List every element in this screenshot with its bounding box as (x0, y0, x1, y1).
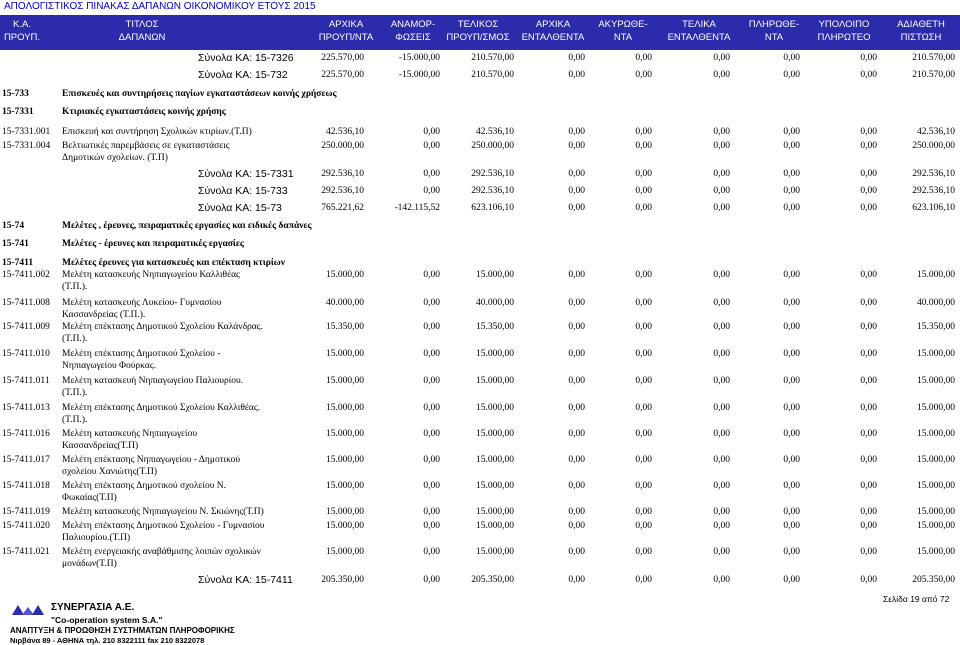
amount-cell: 0,00 (423, 141, 440, 151)
subtotal-amount: 0,00 (713, 53, 730, 63)
subtotal-label: Σύνολα ΚΑ: 15-733 (198, 185, 288, 197)
item-code: 15-7411.010 (2, 349, 50, 359)
amount-cell: 15.000,00 (476, 507, 514, 517)
amount-cell: 0,00 (783, 141, 800, 151)
amount-cell: 0,00 (783, 507, 800, 517)
amount-cell: 0,00 (713, 403, 730, 413)
amount-cell: 0,00 (635, 429, 652, 439)
column-header-line: ΥΠΟΛΟΙΠΟ (818, 19, 870, 30)
item-code: 15-7411.017 (2, 455, 50, 465)
subtotal-amount: 0,00 (568, 70, 585, 80)
group-code: 15-733 (2, 89, 29, 99)
amount-cell: 0,00 (713, 349, 730, 359)
item-title-line: σχολείου Χανιώτης(Τ.Π) (62, 467, 158, 477)
item-title-line: Μελέτη επέκτασης Δημοτικού Σχολείου - (62, 349, 221, 359)
amount-cell: 0,00 (423, 403, 440, 413)
subtotal-amount: -15.000,00 (398, 53, 440, 63)
item-title-line: (Τ.Π.). (62, 282, 88, 292)
amount-cell: 0,00 (423, 349, 440, 359)
amount-cell: 0,00 (713, 376, 730, 386)
amount-cell: 0,00 (713, 270, 730, 280)
column-header (592, 18, 654, 44)
item-code: 15-7331.001 (2, 127, 51, 137)
item-code: 15-7411.013 (2, 403, 50, 413)
item-title-line: Φωκαίας(Τ.Π) (62, 493, 117, 503)
column-header (518, 18, 588, 44)
amount-cell: 15.000,00 (476, 547, 514, 557)
subtotal-amount: 205.350,00 (471, 575, 514, 585)
amount-cell: 0,00 (783, 403, 800, 413)
item-code: 15-7411.002 (2, 270, 50, 280)
amount-cell: 15.000,00 (917, 403, 955, 413)
subtotal-amount: 292.536,10 (912, 186, 955, 196)
amount-cell: 0,00 (860, 507, 877, 517)
column-header-line: ΦΩΣΕΙΣ (395, 32, 431, 43)
subtotal-label: Σύνολα ΚΑ: 15-7326 (198, 52, 294, 64)
amount-cell: 0,00 (568, 455, 585, 465)
subtotal-amount: -15.000,00 (398, 70, 440, 80)
amount-cell: 0,00 (568, 547, 585, 557)
column-header (438, 18, 518, 44)
amount-cell: 15.000,00 (326, 521, 364, 531)
item-title-line: Δημοτικών σχολείων. (Τ.Π) (62, 153, 168, 163)
item-title-line: Βελτιωτικές παρεμβάσεις σε εγκαταστάσεις (62, 141, 230, 151)
group-code: 15-74 (2, 221, 25, 231)
subtotal-amount: 292.536,10 (321, 169, 364, 179)
amount-cell: 15.000,00 (326, 481, 364, 491)
subtotal-amount: 0,00 (423, 169, 440, 179)
amount-cell: 15.000,00 (326, 429, 364, 439)
group-title: Μελέτες , έρευνες, πειραματικές εργασίες και ειδικές δαπάνες (62, 221, 312, 231)
column-header (740, 18, 808, 44)
subtotal-amount: 0,00 (568, 53, 585, 63)
amount-cell: 40.000,00 (476, 298, 514, 308)
group-title: Επισκευές και συντηρήσεις παγίων εγκαταστάσεων κοινής χρήσεως (62, 89, 337, 99)
subtotal-amount: 210.570,00 (912, 70, 955, 80)
amount-cell: 0,00 (568, 429, 585, 439)
amount-cell: 0,00 (635, 270, 652, 280)
amount-cell: 0,00 (635, 507, 652, 517)
footer-tagline: ΑΝΑΠΤΥΞΗ & ΠΡΟΩΘΗΣΗ ΣΥΣΤΗΜΑΤΩΝ ΠΛΗΡΟΦΟΡΙΚΗΣ (10, 626, 235, 635)
subtotal-amount: 0,00 (860, 53, 877, 63)
table-header (0, 15, 960, 50)
amount-cell: 0,00 (860, 547, 877, 557)
amount-cell: 0,00 (635, 455, 652, 465)
amount-cell: 42.536,10 (917, 127, 955, 137)
amount-cell: 15.000,00 (326, 455, 364, 465)
footer-company-en: "Co-operation system S.A." (51, 615, 163, 625)
column-header-line: ΕΝΤΑΛΘΕΝΤΑ (667, 32, 731, 43)
amount-cell: 15.000,00 (326, 376, 364, 386)
subtotal-amount: 0,00 (423, 575, 440, 585)
item-title-line: (Τ.Π.). (62, 388, 88, 398)
amount-cell: 0,00 (635, 141, 652, 151)
item-title-line: Μελέτη κατασκευή Νηπιαγωγείου Παλιουρίου. (62, 376, 244, 386)
amount-cell: 15.000,00 (476, 270, 514, 280)
amount-cell: 40.000,00 (917, 298, 955, 308)
amount-cell: 15.000,00 (326, 349, 364, 359)
amount-cell: 15.000,00 (476, 403, 514, 413)
amount-cell: 0,00 (423, 376, 440, 386)
page-number: Σελίδα 19 από 72 (883, 594, 950, 604)
item-title-line: (Τ.Π.). (62, 334, 88, 344)
company-logo (10, 603, 48, 617)
amount-cell: 0,00 (860, 455, 877, 465)
item-code: 15-7411.016 (2, 429, 50, 439)
subtotal-amount: 0,00 (713, 203, 730, 213)
amount-cell: 0,00 (423, 455, 440, 465)
amount-cell: 250.000,00 (912, 141, 955, 151)
subtotal-amount: 0,00 (635, 203, 652, 213)
amount-cell: 40.000,00 (326, 298, 364, 308)
subtotal-amount: 0,00 (423, 186, 440, 196)
amount-cell: 0,00 (783, 270, 800, 280)
amount-cell: 0,00 (783, 376, 800, 386)
footer-address: Νιρβάνα 89 - ΑΘΗΝΑ τηλ. 210 8322111 fax 210 8322078 (10, 636, 205, 645)
amount-cell: 0,00 (568, 322, 585, 332)
item-code: 15-7411.009 (2, 322, 50, 332)
amount-cell: 0,00 (860, 403, 877, 413)
column-header (0, 18, 44, 44)
item-title-line: Μελέτη επέκτασης Δημοτικού σχολείου Ν. (62, 481, 227, 491)
subtotal-amount: 0,00 (635, 70, 652, 80)
amount-cell: 15.000,00 (326, 403, 364, 413)
column-header-line: ΝΤΑ (764, 32, 784, 43)
amount-cell: 15.000,00 (476, 521, 514, 531)
item-title-line: (Τ.Π.). (62, 415, 88, 425)
amount-cell: 0,00 (568, 376, 585, 386)
subtotal-label: Σύνολα ΚΑ: 15-7331 (198, 168, 294, 180)
amount-cell: 0,00 (860, 521, 877, 531)
column-header-line: ΔΑΠΑΝΩΝ (118, 32, 166, 43)
amount-cell: 15.000,00 (917, 349, 955, 359)
amount-cell: 0,00 (423, 298, 440, 308)
subtotal-amount: 0,00 (635, 169, 652, 179)
amount-cell: 0,00 (423, 547, 440, 557)
subtotal-amount: 0,00 (635, 53, 652, 63)
column-header-line: ΠΡΟΥΠ. (3, 32, 41, 43)
subtotal-amount: 210.570,00 (912, 53, 955, 63)
subtotal-amount: 0,00 (860, 186, 877, 196)
amount-cell: 0,00 (635, 127, 652, 137)
item-title-line: Μελέτη επέκτασης Δημοτικού Σχολείου Καλλιθέας. (62, 403, 261, 413)
amount-cell: 0,00 (713, 547, 730, 557)
column-header-line: ΠΡΟΥΠ/ΝΤΑ (318, 32, 374, 43)
subtotal-amount: 292.536,10 (912, 169, 955, 179)
amount-cell: 0,00 (635, 521, 652, 531)
column-header-line: ΠΙΣΤΩΣΗ (900, 32, 942, 43)
amount-cell: 0,00 (713, 521, 730, 531)
subtotal-amount: 292.536,10 (471, 169, 514, 179)
group-code: 15-7411 (2, 258, 34, 268)
column-header (658, 18, 740, 44)
column-header-line: ΠΛΗΡΩΘΕ- (748, 19, 800, 30)
column-header (882, 18, 960, 44)
amount-cell: 15.000,00 (476, 481, 514, 491)
subtotal-amount: 623.106,10 (471, 203, 514, 213)
footer-company: ΣΥΝΕΡΓΑΣΙΑ Α.Ε. (51, 602, 135, 613)
amount-cell: 15.000,00 (917, 455, 955, 465)
amount-cell: 0,00 (860, 349, 877, 359)
amount-cell: 15.350,00 (476, 322, 514, 332)
amount-cell: 0,00 (635, 298, 652, 308)
amount-cell: 0,00 (568, 521, 585, 531)
amount-cell: 0,00 (713, 507, 730, 517)
amount-cell: 42.536,10 (326, 127, 364, 137)
subtotal-amount: 0,00 (783, 186, 800, 196)
subtotal-amount: 292.536,10 (321, 186, 364, 196)
amount-cell: 250.000,00 (321, 141, 364, 151)
subtotal-amount: 210.570,00 (471, 70, 514, 80)
column-header-line: ΑΡΧΙΚΑ (328, 19, 364, 30)
subtotal-label: Σύνολα ΚΑ: 15-732 (198, 69, 288, 81)
amount-cell: 15.000,00 (917, 429, 955, 439)
amount-cell: 0,00 (568, 403, 585, 413)
amount-cell: 0,00 (568, 127, 585, 137)
document-title: ΑΠΟΛΟΓΙΣΤΙΚΟΣ ΠΙΝΑΚΑΣ ΔΑΠΑΝΩΝ ΟΙΚΟΝΟΜΙΚΟΥ ΕΤΟΥΣ 2015 (4, 1, 316, 12)
subtotal-amount: 0,00 (635, 186, 652, 196)
subtotal-amount: 0,00 (713, 186, 730, 196)
column-header-line: ΑΡΧΙΚΑ (535, 19, 571, 30)
subtotal-amount: 225.570,00 (321, 53, 364, 63)
subtotal-amount: 0,00 (783, 203, 800, 213)
amount-cell: 15.000,00 (917, 270, 955, 280)
amount-cell: 0,00 (423, 507, 440, 517)
item-title-line: Μελέτη κατασκευής Νηπιαγωγείου Καλλιθέας (62, 270, 240, 280)
amount-cell: 0,00 (423, 322, 440, 332)
item-title-line: μονάδων(Τ.Π) (62, 559, 117, 569)
amount-cell: 0,00 (860, 270, 877, 280)
item-title-line: Μελέτη επέκτασης Δημοτικού Σχολείου - Γυμνασίου (62, 521, 265, 531)
amount-cell: 0,00 (568, 270, 585, 280)
amount-cell: 15.350,00 (326, 322, 364, 332)
item-code: 15-7411.011 (2, 376, 50, 386)
group-title: Κτιριακές εγκαταστάσεις κοινής χρήσης (62, 107, 226, 117)
amount-cell: 0,00 (568, 507, 585, 517)
amount-cell: 0,00 (568, 298, 585, 308)
amount-cell: 0,00 (860, 376, 877, 386)
amount-cell: 0,00 (860, 127, 877, 137)
column-header-line: ΕΝΤΑΛΘΕΝΤΑ (521, 32, 585, 43)
item-title-line: Νηπιαγωγείου Φούρκας. (62, 361, 156, 371)
amount-cell: 0,00 (423, 429, 440, 439)
column-header-line: ΠΛΗΡΩΤΕΟ (817, 32, 871, 43)
item-title-line: Μελέτη επέκτασης Δημοτικού Σχολείου Καλάνδρας. (62, 322, 263, 332)
amount-cell: 15.000,00 (326, 547, 364, 557)
amount-cell: 0,00 (860, 429, 877, 439)
amount-cell: 0,00 (783, 429, 800, 439)
amount-cell: 15.000,00 (476, 349, 514, 359)
subtotal-amount: 0,00 (713, 575, 730, 585)
amount-cell: 0,00 (568, 141, 585, 151)
amount-cell: 0,00 (713, 429, 730, 439)
group-title: Μελέτες - έρευνες και πειραματικές εργασίες (62, 239, 244, 249)
item-code: 15-7331.004 (2, 141, 51, 151)
amount-cell: 0,00 (860, 481, 877, 491)
subtotal-amount: 0,00 (860, 203, 877, 213)
group-title: Μελέτες έρευνες για κατασκευές και επέκταση κτιρίων (62, 258, 285, 268)
amount-cell: 0,00 (783, 455, 800, 465)
subtotal-amount: 0,00 (635, 575, 652, 585)
amount-cell: 0,00 (423, 481, 440, 491)
column-header (304, 18, 388, 44)
amount-cell: 15.000,00 (917, 547, 955, 557)
subtotal-label: Σύνολα ΚΑ: 15-7411 (198, 574, 293, 586)
column-header (44, 18, 240, 44)
subtotal-amount: 0,00 (568, 169, 585, 179)
amount-cell: 0,00 (568, 349, 585, 359)
amount-cell: 15.000,00 (476, 376, 514, 386)
amount-cell: 15.350,00 (917, 322, 955, 332)
amount-cell: 0,00 (423, 521, 440, 531)
item-title-line: Μελέτη κατασκευής Λυκείου- Γυμνασίου (62, 298, 222, 308)
subtotal-amount: 623.106,10 (912, 203, 955, 213)
item-title-line: Κασσανδρείας (Τ.Π.). (62, 310, 146, 320)
subtotal-amount: 0,00 (783, 70, 800, 80)
amount-cell: 15.000,00 (917, 507, 955, 517)
subtotal-amount: 0,00 (783, 53, 800, 63)
amount-cell: 0,00 (568, 481, 585, 491)
amount-cell: 0,00 (635, 376, 652, 386)
subtotal-amount: 0,00 (568, 575, 585, 585)
amount-cell: 0,00 (783, 298, 800, 308)
amount-cell: 0,00 (783, 547, 800, 557)
item-code: 15-7411.020 (2, 521, 50, 531)
subtotal-amount: 0,00 (568, 203, 585, 213)
amount-cell: 0,00 (860, 322, 877, 332)
column-header-line: ΑΚΥΡΩΘΕ- (598, 19, 648, 30)
column-header-line: ΤΕΛΙΚΟΣ (457, 19, 499, 30)
subtotal-amount: 0,00 (860, 575, 877, 585)
amount-cell: 0,00 (423, 127, 440, 137)
item-code: 15-7411.008 (2, 298, 50, 308)
item-code: 15-7411.018 (2, 481, 50, 491)
subtotal-amount: 0,00 (713, 70, 730, 80)
subtotal-amount: 205.350,00 (912, 575, 955, 585)
amount-cell: 15.000,00 (917, 521, 955, 531)
amount-cell: 0,00 (783, 322, 800, 332)
subtotal-label: Σύνολα ΚΑ: 15-73 (198, 202, 282, 214)
group-code: 15-741 (2, 239, 29, 249)
amount-cell: 0,00 (783, 127, 800, 137)
amount-cell: 0,00 (635, 481, 652, 491)
amount-cell: 15.000,00 (476, 455, 514, 465)
amount-cell: 0,00 (635, 547, 652, 557)
item-title-line: Μελέτη ενεργειακής αναβάθμισης λοιπών σχολικών (62, 547, 261, 557)
subtotal-amount: 0,00 (568, 186, 585, 196)
amount-cell: 0,00 (713, 127, 730, 137)
amount-cell: 0,00 (713, 322, 730, 332)
item-title-line: Μελέτη κατασκευής Νηπιαγωγείου (62, 429, 198, 439)
column-header (388, 18, 438, 44)
subtotal-amount: 0,00 (783, 575, 800, 585)
amount-cell: 15.000,00 (326, 507, 364, 517)
amount-cell: 0,00 (635, 322, 652, 332)
amount-cell: 0,00 (783, 481, 800, 491)
item-title-line: Μελέτη επέκτασης Νηπιαγωγείου - Δημοτικού (62, 455, 241, 465)
group-code: 15-7331 (2, 107, 34, 117)
amount-cell: 0,00 (860, 141, 877, 151)
amount-cell: 0,00 (713, 141, 730, 151)
column-header-line: ΑΝΑΜΟΡ- (390, 19, 436, 30)
subtotal-amount: -142.115,52 (394, 203, 440, 213)
amount-cell: 0,00 (423, 270, 440, 280)
amount-cell: 250.000,00 (471, 141, 514, 151)
amount-cell: 15.000,00 (326, 270, 364, 280)
item-code: 15-7411.021 (2, 547, 50, 557)
subtotal-amount: 292.536,10 (471, 186, 514, 196)
column-header-line: ΠΡΟΥΠ/ΣΜΟΣ (446, 32, 510, 43)
item-code: 15-7411.019 (2, 507, 50, 517)
subtotal-amount: 0,00 (713, 169, 730, 179)
amount-cell: 0,00 (713, 455, 730, 465)
item-title-line: Παλιουρίου.(Τ.Π) (62, 533, 131, 543)
amount-cell: 0,00 (860, 298, 877, 308)
subtotal-amount: 0,00 (783, 169, 800, 179)
amount-cell: 0,00 (713, 481, 730, 491)
subtotal-amount: 225.570,00 (321, 70, 364, 80)
amount-cell: 0,00 (635, 403, 652, 413)
amount-cell: 15.000,00 (917, 376, 955, 386)
subtotal-amount: 210.570,00 (471, 53, 514, 63)
subtotal-amount: 205.350,00 (321, 575, 364, 585)
item-title-line: Κασσανδρείας(Τ.Π) (62, 441, 139, 451)
amount-cell: 15.000,00 (917, 481, 955, 491)
amount-cell: 15.000,00 (476, 429, 514, 439)
amount-cell: 0,00 (713, 298, 730, 308)
item-title-line: Επισκευή και συντήρηση Σχολικών κτιρίων.(Τ.Π) (62, 127, 252, 137)
column-header-line: ΤΕΛΙΚΑ (682, 19, 716, 30)
amount-cell: 0,00 (635, 349, 652, 359)
amount-cell: 0,00 (783, 521, 800, 531)
subtotal-amount: 0,00 (860, 169, 877, 179)
amount-cell: 0,00 (783, 349, 800, 359)
amount-cell: 42.536,10 (476, 127, 514, 137)
column-header-line: ΤΙΤΛΟΣ (125, 19, 159, 30)
subtotal-amount: 765.221,62 (321, 203, 364, 213)
item-title-line: Μελέτη κατασκευής Νηπιαγωγείου Ν. Σκιώνης(Τ.Π) (62, 507, 264, 517)
column-header-line: ΑΔΙΑΘΕΤΗ (897, 19, 945, 30)
column-header-line: ΝΤΑ (613, 32, 633, 43)
subtotal-amount: 0,00 (860, 70, 877, 80)
column-header (808, 18, 880, 44)
column-header-line: Κ.Α. (13, 19, 31, 30)
